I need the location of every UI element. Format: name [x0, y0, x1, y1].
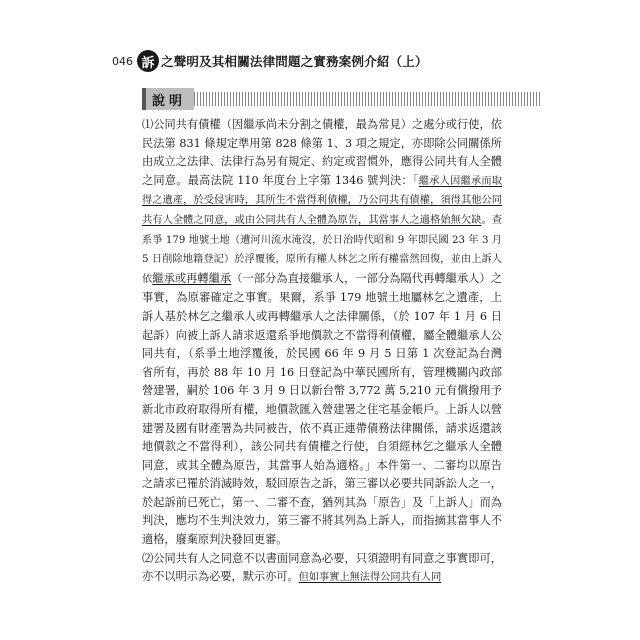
p1-text-a: ⑴公同共有債權（因繼承尚未分割之債權，最為常見）之處分或行使，依民法第 831 條規定準用第 828 條第 1、3 項之規定，亦即除公同關係所由成立之法律、法律行為另有規定、約定或習慣外，應得公同共有人全體之同意。最高法院 110 年度台上字第 1346 號判決：「	[142, 118, 502, 187]
book-title: 之聲明及其相關法律問題之實務案例介紹（上）	[161, 54, 428, 69]
paragraph-2	[142, 550, 502, 588]
p2-underlined-text: 但如事實上無法得公同共有人同	[298, 572, 442, 584]
body-text	[142, 116, 502, 588]
title-badge-icon: 訴	[137, 50, 159, 72]
p1-text-b: 。查系爭 179 地號土地（遭河川流水淹沒，於日治時代昭和 9 年即民國 23 年 3 月 5 日削除地籍登記）於浮覆後，原所有權人林乞之所有權當然回復，並由上訴人依	[142, 214, 503, 285]
section-heading	[142, 88, 540, 110]
section-label: 說明	[142, 88, 194, 110]
running-header	[112, 50, 532, 72]
paragraph-1	[142, 116, 502, 550]
section-divider	[194, 92, 540, 106]
p1-underlined-quote: 繼承人因繼承而取得之遺產，於受侵害時，其所生不當得利債權，乃公同共有債權，須得其他公同共有人全體之同意，或由公同共有人全體為原告，其當事人之適格始無欠缺	[142, 175, 503, 226]
p1-underlined-inheritance: 繼承或再轉繼承	[152, 271, 232, 285]
p1-text-c: （一部分為直接繼承人，一部分為隔代再轉繼承人）之事實，為原審確定之事實。果爾，系爭 179 地號土地屬林乞之遺產，上訴人基於林乞之繼承人或再轉繼承人之法律關係，（於 107 年 1 月 6 日起訴）向被上訴人請求返還系爭地價款之不當得利債權，屬全體繼承人公同共有，（系爭土地浮覆後，於民國 66 年 9 月 5 日第 1 次登記為台灣省所有，再於 88 年 10 月 16 日登記為中華民國所有，管理機關內政部營建署，嗣於 106 年 3 月 9 日以新台幣 3,772 萬 5,210 元有償撥用予新北市政府取得所有權，地價款匯入營建署之住宅基金帳戶。上訴人以營建署及國有財產署為共同被告，依不真正連帶債務法律關係，請求返還該地價款之不當得利），該公同共有債權之行使，自須經林乞之繼承人全體同意，或其全體為原告，其當事人始為適格。」本件第一、二審均以原告之請求已罹於消滅時效，駁回原告之訴，第三審以必要共同訴訟人之一，於起訴前已死亡，第一、二審不查，猶列其為「原告」及「上訴人」而為判決，應均不生判決效力，第三審不將其列為上訴人，而指摘其當事人不適格，廢棄原判決發回更審。	[142, 271, 502, 547]
page-number: 046	[112, 54, 133, 68]
p2-text-a: ⑵公同共有人之同意不以書面同意為必要，只須證明有同意之事實即可，亦不以明示為必要，默示亦可。	[142, 551, 502, 584]
